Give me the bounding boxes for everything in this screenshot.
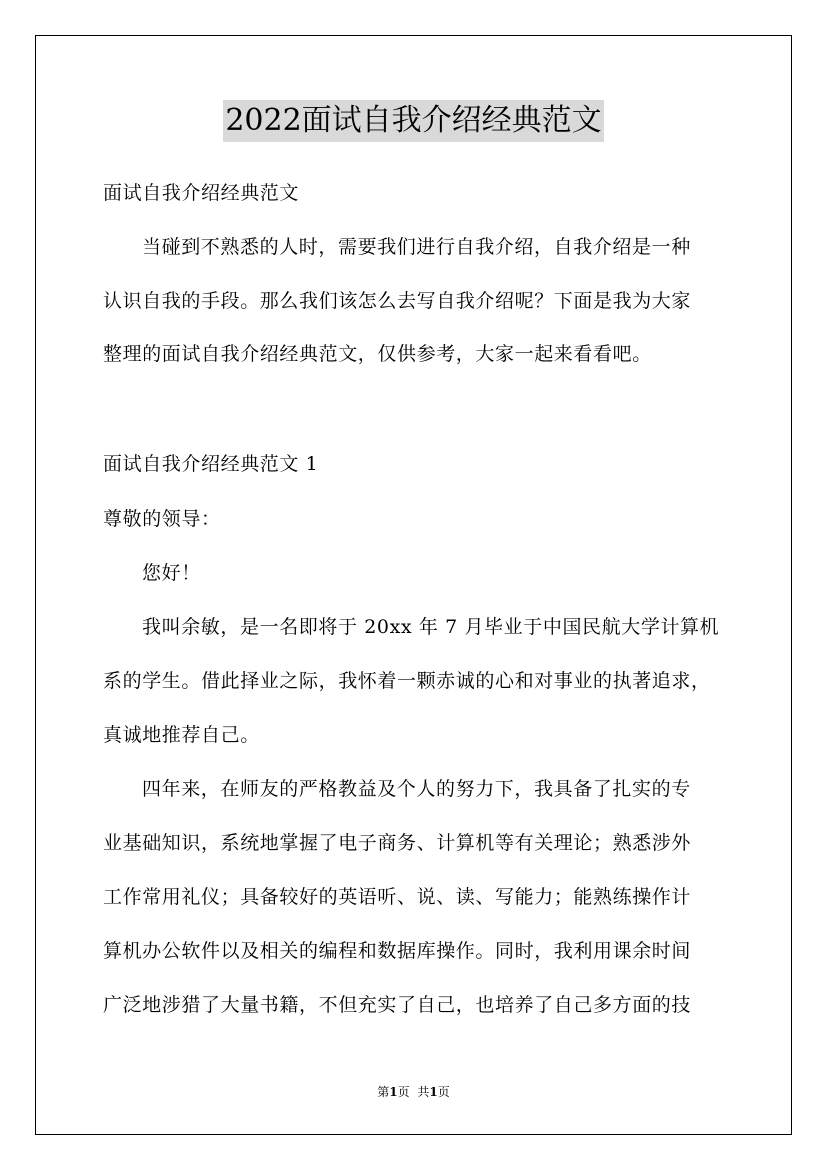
- total-prefix: 共: [417, 1085, 430, 1099]
- paragraph-line: 我叫余敏，是一名即将于 20xx 年 7 月毕业于中国民航大学计算机: [142, 616, 720, 638]
- total-suffix: 页: [437, 1085, 450, 1099]
- page-label-prefix: 第: [377, 1085, 390, 1099]
- total-pages: 1: [429, 1085, 438, 1099]
- paragraph-line: 工作常用礼仪；具备较好的英语听、说、读、写能力；能熟练操作计: [103, 886, 692, 908]
- paragraph-line: 算机办公软件以及相关的编程和数据库操作。同时，我利用课余时间: [103, 940, 692, 962]
- page-number: 1: [389, 1085, 398, 1099]
- section-heading: 面试自我介绍经典范文: [103, 182, 300, 204]
- page-footer: [0, 1084, 827, 1100]
- document-title: 2022面试自我介绍经典范文: [223, 100, 603, 142]
- paragraph-line: 真诚地推荐自己。: [103, 724, 260, 746]
- greeting: 您好！: [142, 562, 201, 584]
- salutation: 尊敬的领导：: [103, 508, 221, 530]
- paragraph-line: 四年来，在师友的严格教益及个人的努力下，我具备了扎实的专: [142, 778, 691, 800]
- page-label-suffix: 页: [397, 1085, 410, 1099]
- paragraph-line: 当碰到不熟悉的人时，需要我们进行自我介绍，自我介绍是一种: [142, 236, 691, 258]
- paragraph-line: 业基础知识，系统地掌握了电子商务、计算机等有关理论；熟悉涉外: [103, 832, 692, 854]
- section-heading: 面试自我介绍经典范文 1: [103, 453, 319, 475]
- paragraph-line: 整理的面试自我介绍经典范文，仅供参考，大家一起来看看吧。: [103, 343, 652, 365]
- title-container: [0, 100, 827, 142]
- paragraph-line: 认识自我的手段。那么我们该怎么去写自我介绍呢？下面是我为大家: [103, 290, 692, 312]
- paragraph-line: 广泛地涉猎了大量书籍，不但充实了自己，也培养了自己多方面的技: [103, 994, 692, 1016]
- paragraph-line: 系的学生。借此择业之际，我怀着一颗赤诚的心和对事业的执著追求，: [103, 670, 711, 692]
